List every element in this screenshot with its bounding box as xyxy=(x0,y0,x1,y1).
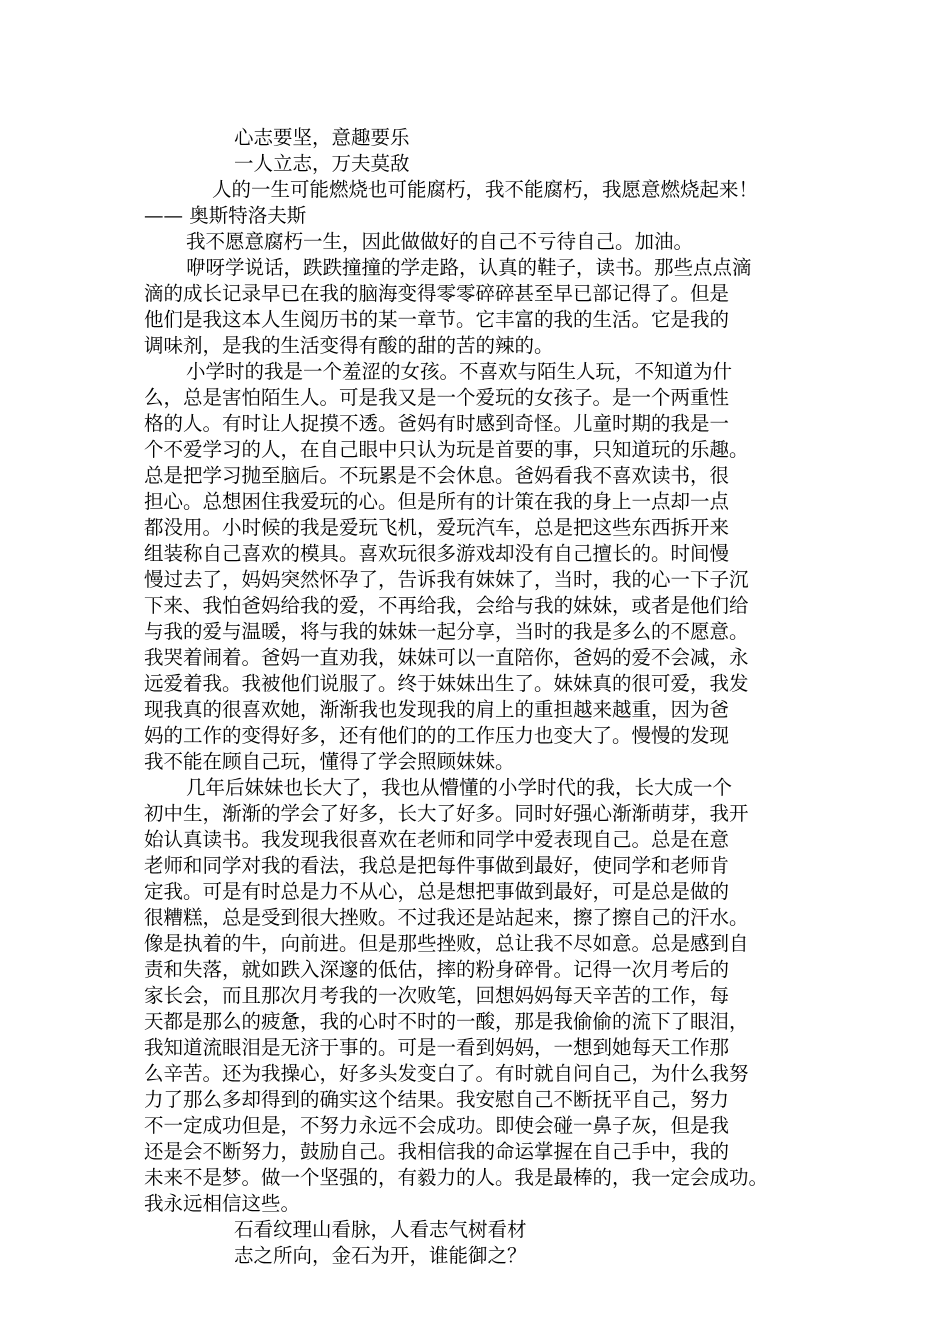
text-line: 下来、我怕爸妈给我的爱，不再给我，会给与我的妹妹，或者是他们给 xyxy=(144,594,749,617)
text-line: 我不能在顾自己玩，懂得了学会照顾妹妹。 xyxy=(144,750,515,773)
text-line: 我不愿意腐朽一生，因此做做好的自己不亏待自己。加油。 xyxy=(186,230,694,253)
text-line: 一人立志，万夫莫敌 xyxy=(234,152,410,175)
text-line: 小学时的我是一个羞涩的女孩。不喜欢与陌生人玩，不知道为什 xyxy=(186,360,733,383)
text-line: 老师和同学对我的看法，我总是把每件事做到最好，使同学和老师肯 xyxy=(144,854,730,877)
text-line: 远爱着我。我被他们说服了。终于妹妹出生了。妹妹真的很可爱，我发 xyxy=(144,672,749,695)
text-line: 未来不是梦。做一个坚强的，有毅力的人。我是最棒的，我一定会成功。 xyxy=(144,1166,769,1189)
text-line: 很糟糕，总是受到很大挫败。不过我还是站起来，擦了擦自己的汗水。 xyxy=(144,906,749,929)
text-line: 初中生，渐渐的学会了好多，长大了好多。同时好强心渐渐萌芽，我开 xyxy=(144,802,749,825)
text-line: 不一定成功但是，不努力永远不会成功。即使会碰一鼻子灰，但是我 xyxy=(144,1114,730,1137)
text-line: 么辛苦。还为我操心，好多头发变白了。有时就自问自己，为什么我努 xyxy=(144,1062,749,1085)
text-line: 咿呀学说话，跌跌撞撞的学走路，认真的鞋子，读书。那些点点滴 xyxy=(186,256,752,279)
text-line: 担心。总想困住我爱玩的心。但是所有的计策在我的身上一点却一点 xyxy=(144,490,730,513)
text-line: 还是会不断努力，鼓励自己。我相信我的命运掌握在自己手中，我的 xyxy=(144,1140,730,1163)
text-line: 调味剂，是我的生活变得有酸的甜的苦的辣的。 xyxy=(144,334,554,357)
text-line: 个不爱学习的人，在自己眼中只认为玩是首要的事，只知道玩的乐趣。 xyxy=(144,438,749,461)
text-line: 他们是我这本人生阅历书的某一章节。它丰富的我的生活。它是我的 xyxy=(144,308,730,331)
text-line: 定我。可是有时总是力不从心，总是想把事做到最好，可是总是做的 xyxy=(144,880,730,903)
text-line: 石看纹理山看脉，人看志气树看材 xyxy=(234,1218,527,1241)
text-line: —— 奥斯特洛夫斯 xyxy=(144,204,307,227)
text-line: 几年后妹妹也长大了，我也从懵懂的小学时代的我，长大成一个 xyxy=(186,776,733,799)
text-line: 妈的工作的变得好多，还有他们的的工作压力也变大了。慢慢的发现 xyxy=(144,724,730,747)
text-line: 天都是那么的疲惫，我的心时不时的一酸，那是我偷偷的流下了眼泪， xyxy=(144,1010,749,1033)
text-line: 我哭着闹着。爸妈一直劝我，妹妹可以一直陪你，爸妈的爱不会减，永 xyxy=(144,646,749,669)
text-line: 我知道流眼泪是无济于事的。可是一看到妈妈，一想到她每天工作那 xyxy=(144,1036,730,1059)
text-line: 滴的成长记录早已在我的脑海变得零零碎碎甚至早已部记得了。但是 xyxy=(144,282,730,305)
text-line: 现我真的很喜欢她，渐渐我也发现我的肩上的重担越来越重，因为爸 xyxy=(144,698,730,721)
text-line: 格的人。有时让人捉摸不透。爸妈有时感到奇怪。儿童时期的我是一 xyxy=(144,412,730,435)
text-line: 志之所向，金石为开，谁能御之？ xyxy=(234,1244,527,1267)
text-line: 组装称自己喜欢的模具。喜欢玩很多游戏却没有自己擅长的。时间慢 xyxy=(144,542,730,565)
text-line: 么，总是害怕陌生人。可是我又是一个爱玩的女孩子。是一个两重性 xyxy=(144,386,730,409)
text-line: 与我的爱与温暖，将与我的妹妹一起分享，当时的我是多么的不愿意。 xyxy=(144,620,749,643)
text-line: 心志要坚，意趣要乐 xyxy=(234,126,410,149)
text-line: 人的一生可能燃烧也可能腐朽，我不能腐朽，我愿意燃烧起来！ xyxy=(212,178,759,201)
text-line: 像是执着的牛，向前进。但是那些挫败，总让我不尽如意。总是感到自 xyxy=(144,932,749,955)
text-line: 我永远相信这些。 xyxy=(144,1192,301,1215)
text-line: 力了那么多却得到的确实这个结果。我安慰自己不断抚平自己，努力 xyxy=(144,1088,730,1111)
text-line: 家长会，而且那次月考我的一次败笔，回想妈妈每天辛苦的工作，每 xyxy=(144,984,730,1007)
text-line: 责和失落，就如跌入深邃的低估，摔的粉身碎骨。记得一次月考后的 xyxy=(144,958,730,981)
text-line: 总是把学习抛至脑后。不玩累是不会休息。爸妈看我不喜欢读书，很 xyxy=(144,464,730,487)
text-line: 慢过去了，妈妈突然怀孕了，告诉我有妹妹了，当时，我的心一下子沉 xyxy=(144,568,749,591)
text-line: 始认真读书。我发现我很喜欢在老师和同学中爱表现自己。总是在意 xyxy=(144,828,730,851)
text-line: 都没用。小时候的我是爱玩飞机，爱玩汽车，总是把这些东西拆开来 xyxy=(144,516,730,539)
